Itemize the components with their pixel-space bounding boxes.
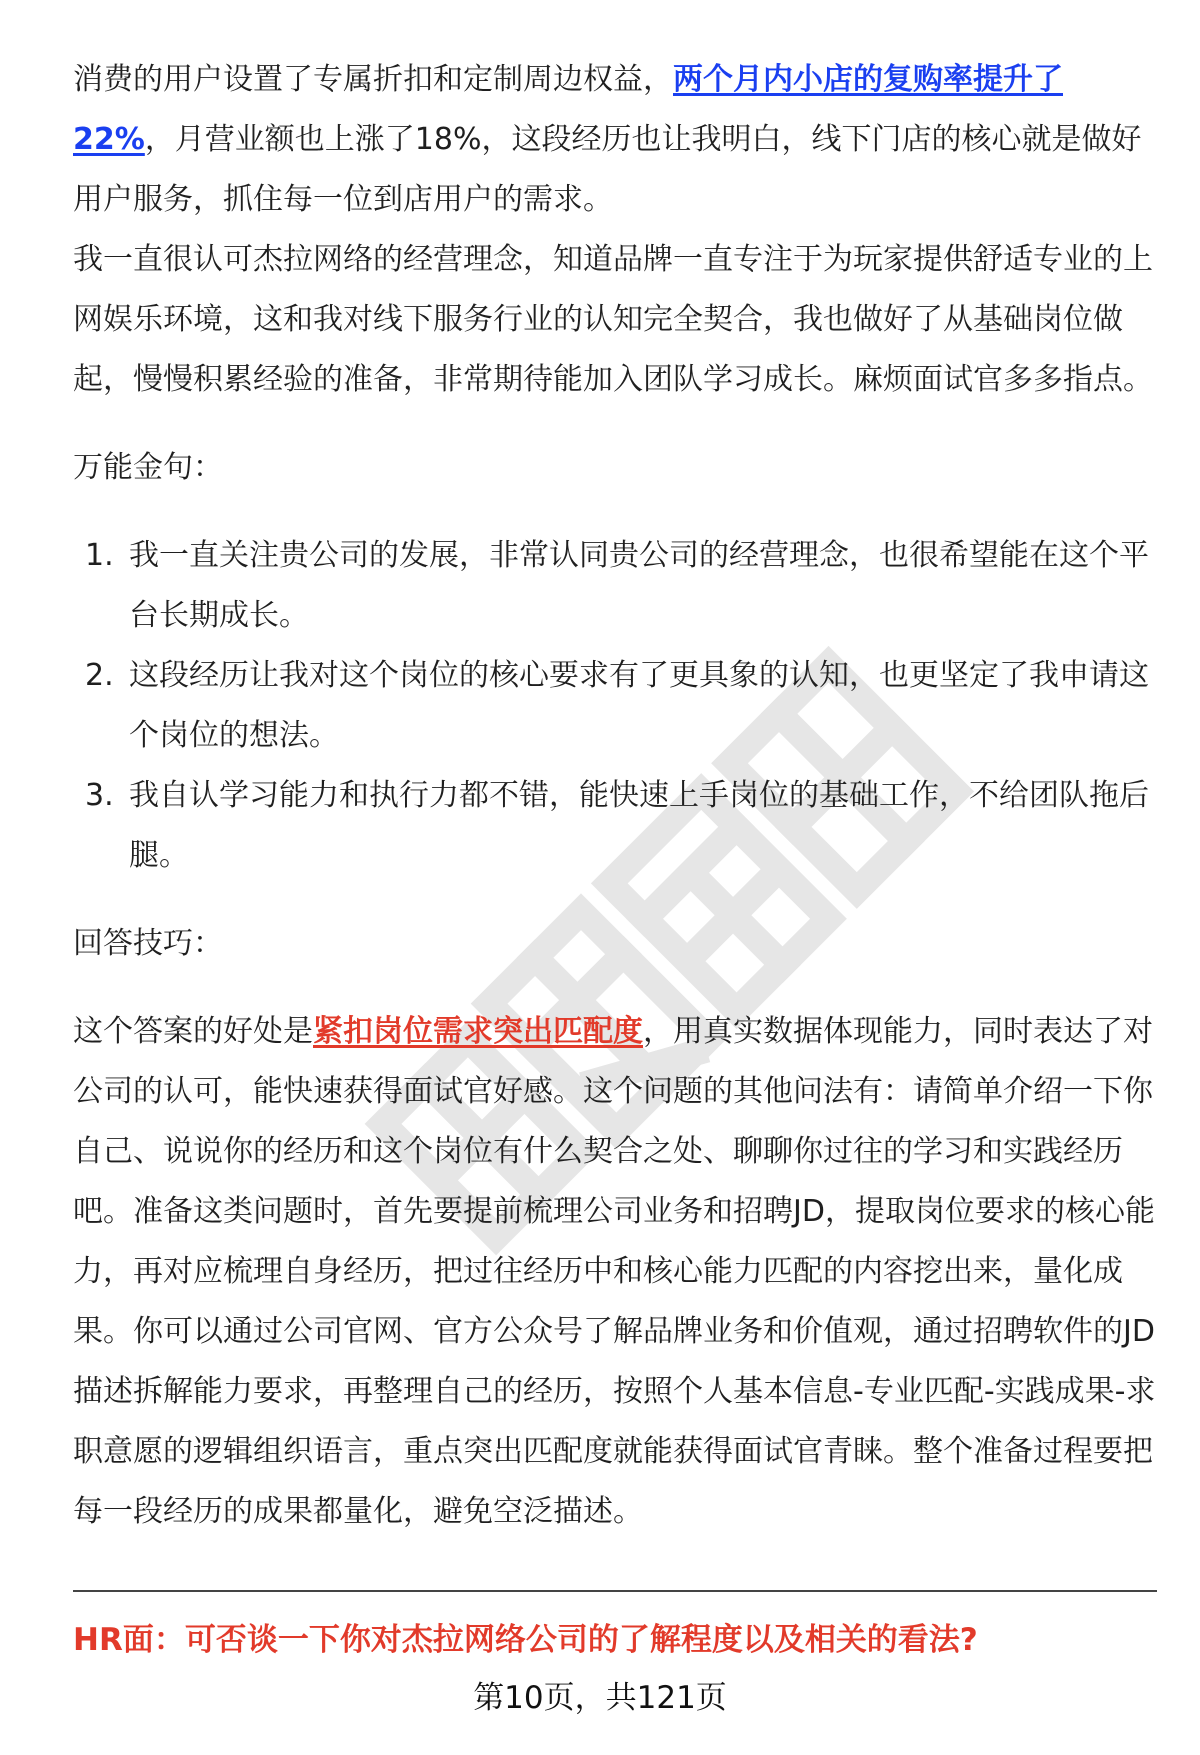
list-item-text: 我自认学习能力和执行力都不错，能快速上手岗位的基础工作，不给团队拖后腿。 (129, 778, 1149, 873)
quotes-section-label: 万能金句： (73, 450, 223, 485)
list-item (73, 646, 1163, 766)
list-number: 2. (85, 658, 114, 693)
repurchase-rate-highlight: 两个月内小店的复购率提升了22% (73, 62, 1063, 157)
list-number: 3. (85, 778, 114, 813)
match-highlight: 紧扣岗位需求突出匹配度 (313, 1014, 643, 1049)
document-body (73, 50, 1163, 1542)
quotes-list (73, 526, 1163, 886)
intro-paragraph-2: 我一直很认可杰拉网络的经营理念，知道品牌一直专注于为玩家提供舒适专业的上网娱乐环境，这和我对线下服务行业的认知完全契合，我也做好了从基础岗位做起，慢慢积累经验的准备，非常期待能加入团队学习成长。麻烦面试官多多指点。 (73, 242, 1153, 397)
intro-paragraph-1 (73, 50, 1163, 230)
tips-section-label: 回答技巧： (73, 926, 223, 961)
list-item (73, 526, 1163, 646)
list-item (73, 766, 1163, 886)
page-number: 第10页，共121页 (473, 1680, 727, 1716)
list-number: 1. (85, 538, 114, 573)
list-item-text: 这段经历让我对这个岗位的核心要求有了更具象的认知，也更坚定了我申请这个岗位的想法。 (129, 658, 1149, 753)
section-divider (73, 1590, 1157, 1592)
intro-text-after: ，月营业额也上涨了18%，这段经历也让我明白，线下门店的核心就是做好用户服务，抓住每一位到店用户的需求。 (73, 122, 1142, 217)
tips-text-after: ，用真实数据体现能力，同时表达了对公司的认可，能快速获得面试官好感。这个问题的其他问法有：请简单介绍一下你自己、说说你的经历和这个岗位有什么契合之处、聊聊你过往的学习和实践经历吧。准备这类问题时，首先要提前梳理公司业务和招聘JD，提取岗位要求的核心能力，再对应梳理自身经历，把过往经历中和核心能力匹配的内容挖出来，量化成果。你可以通过公司官网、官方公众号了解品牌业务和价值观，通过招聘软件的JD描述拆解能力要求，再整理自己的经历，按照个人基本信息-专业匹配-实践成果-求职意愿的逻辑组织语言，重点突出匹配度就能获得面试官青睐。整个准备过程要把每一段经历的成果都量化，避免空泛描述。 (73, 1014, 1156, 1529)
tips-paragraph (73, 1002, 1163, 1542)
hr-question-heading: HR面：可否谈一下你对杰拉网络公司的了解程度以及相关的看法? (73, 1622, 978, 1658)
list-item-text: 我一直关注贵公司的发展，非常认同贵公司的经营理念，也很希望能在这个平台长期成长。 (129, 538, 1149, 633)
tips-text-before: 这个答案的好处是 (73, 1014, 313, 1049)
intro-text-before: 消费的用户设置了专属折扣和定制周边权益， (73, 62, 673, 97)
